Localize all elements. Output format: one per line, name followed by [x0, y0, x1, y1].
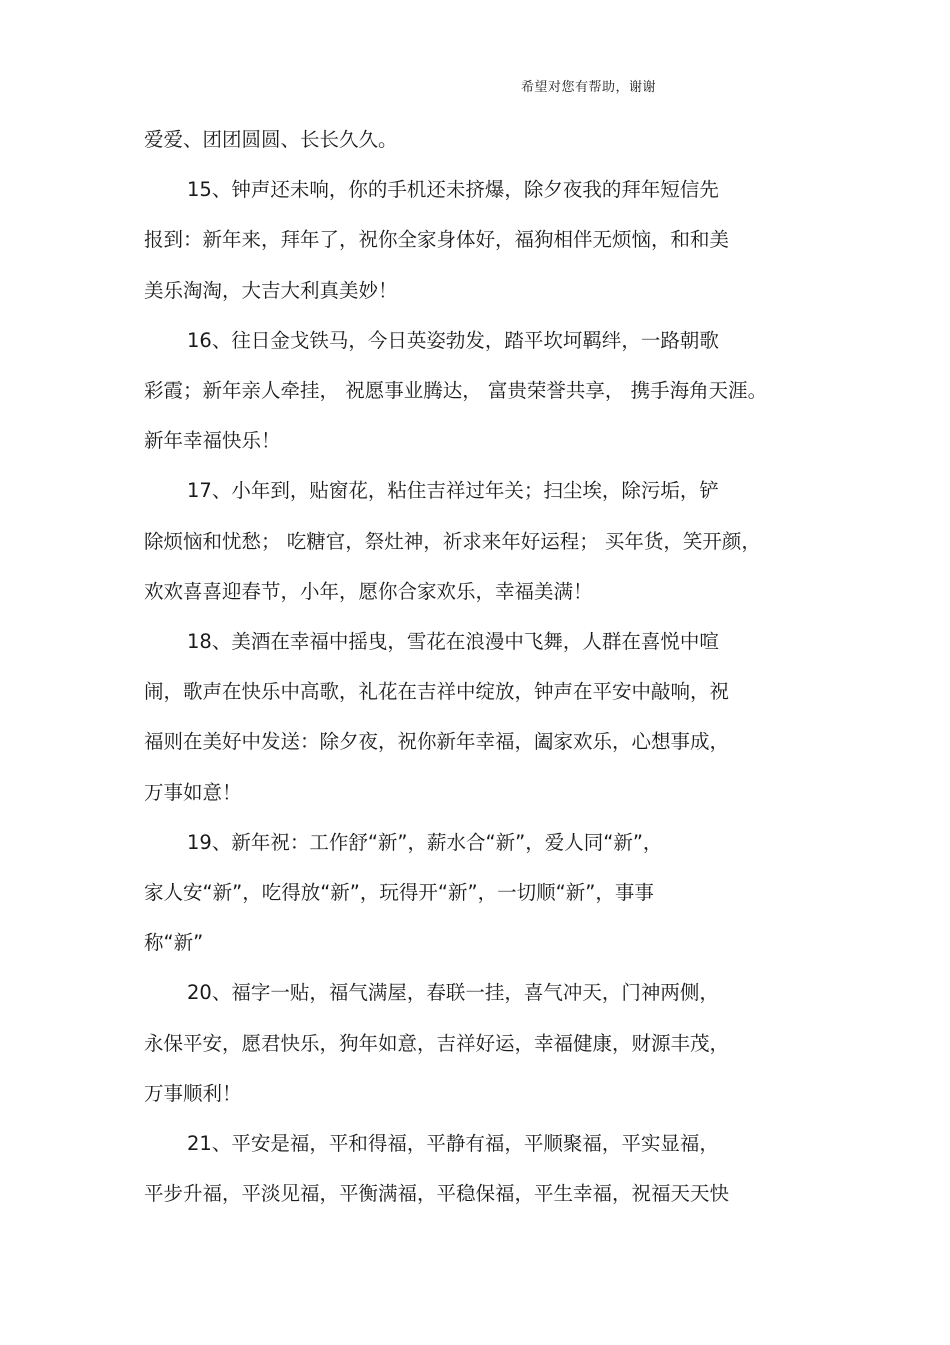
text-line: 彩霞；新年亲人牵挂， 祝愿事业腾达， 富贵荣誉共享， 携手海角天涯。: [144, 379, 768, 402]
text-line: 19、新年祝：工作舒“新”，薪水合“新”，爱人同“新”，: [187, 830, 663, 854]
text-line: 万事顺利！: [144, 1081, 242, 1105]
text-line: 除烦恼和忧愁； 吃糖官，祭灶神，祈求来年好运程； 买年货，笑开颜，: [144, 529, 761, 553]
text-line: 称“新”: [144, 931, 204, 955]
text-line: 闹，歌声在快乐中高歌，礼花在吉祥中绽放，钟声在平安中敲响，祝: [144, 680, 730, 704]
text-line: 15、钟声还未响，你的手机还未挤爆，除夕夜我的拜年短信先: [187, 178, 719, 202]
text-line: 万事如意！: [144, 780, 242, 804]
text-line: 欢欢喜喜迎春节，小年，愿你合家欢乐，幸福美满！: [144, 579, 593, 603]
text-line: 新年幸福快乐！: [144, 429, 281, 453]
text-line: 平步升福，平淡见福，平衡满福，平稳保福，平生幸福，祝福天天快: [144, 1182, 730, 1206]
text-line: 福则在美好中发送：除夕夜，祝你新年幸福，阖家欢乐，心想事成，: [144, 730, 730, 754]
text-line: 17、小年到，贴窗花，粘住吉祥过年关；扫尘埃，除污垢，铲: [187, 479, 719, 503]
text-line: 爱爱、团团圆圆、长长久久。: [144, 128, 398, 151]
text-line: 永保平安，愿君快乐，狗年如意，吉祥好运，幸福健康，财源丰茂，: [144, 1031, 730, 1055]
text-line: 家人安“新”，吃得放“新”，玩得开“新”，一切顺“新”，事事: [144, 881, 654, 904]
text-line: 美乐淘淘，大吉大利真美妙！: [144, 278, 398, 302]
text-line: 16、往日金戈铁马，今日英姿勃发，踏平坎坷羁绊，一路朝歌: [187, 328, 719, 352]
text-line: 20、福字一贴，福气满屋，春联一挂，喜气冲天，门神两侧，: [187, 981, 719, 1005]
text-line: 18、美酒在幸福中摇曳，雪花在浪漫中飞舞，人群在喜悦中喧: [187, 630, 719, 653]
header-note: 希望对您有帮助，谢谢: [521, 80, 657, 95]
text-line: 报到：新年来，拜年了，祝你全家身体好，福狗相伴无烦恼，和和美: [144, 228, 730, 252]
text-line: 21、平安是福，平和得福，平静有福，平顺聚福，平实显福，: [187, 1132, 719, 1155]
